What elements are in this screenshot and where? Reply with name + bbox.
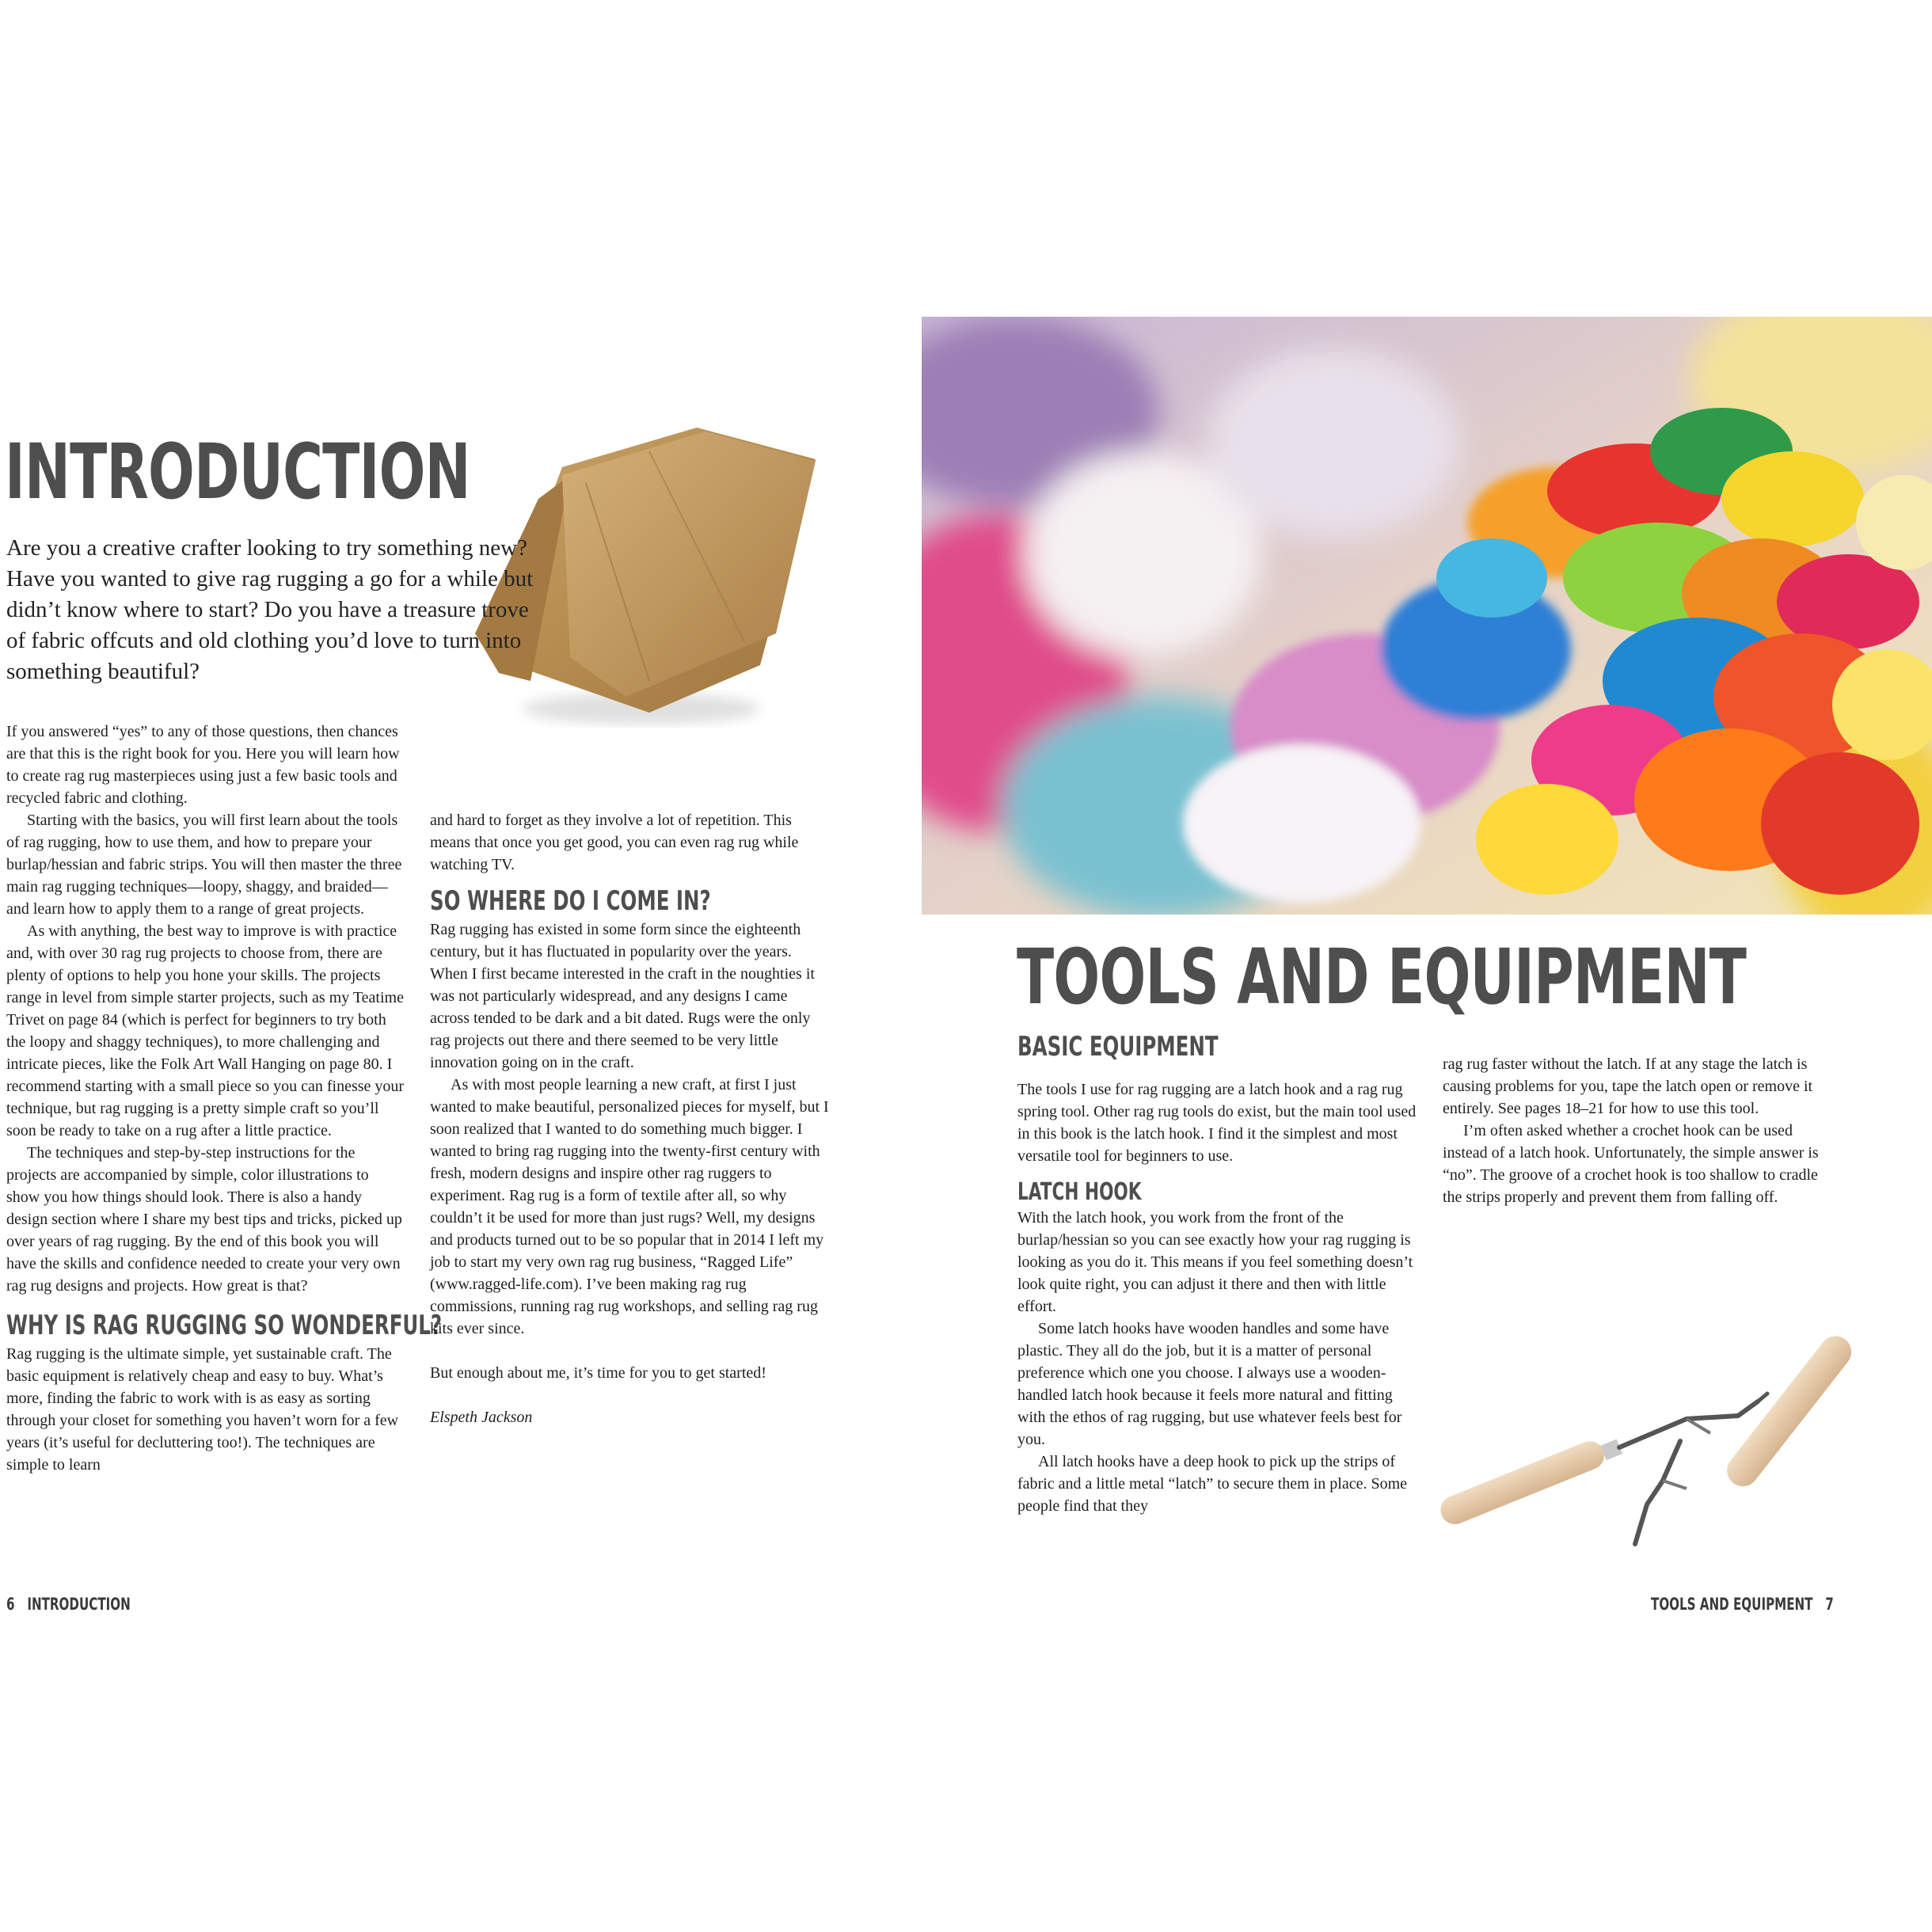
- basic-equipment-heading: BASIC EQUIPMENT: [1017, 1031, 1219, 1063]
- intro-column-1: [6, 721, 443, 1476]
- running-head: TOOLS AND EQUIPMENT: [1651, 1595, 1813, 1614]
- running-head: INTRODUCTION: [27, 1595, 131, 1614]
- where-paragraph: Rag rugging has existed in some form since the eighteenth century, but it has fluctuated in popularity over the years. When I first became interested in the craft in the noughties it was not particularly widespread, and any designs I came across tended to be dark and a bit dated. Rugs were the only rag projects out there and there seemed to be very little innovation going on in the craft.: [430, 921, 815, 1071]
- right-footer: [1651, 1595, 1834, 1614]
- where-paragraph: As with most people learning a new craft, at first I just wanted to make beautiful, personalized pieces for myself, but I soon realized that I wanted to do something much bigger. I wanted to bring rag rugging into the twenty-first century with fresh, modern designs and inspire other rag ruggers to experiment. Rag rug is a form of textile after all, so why couldn’t it be used for more than just rugs? Well, my designs and products turned out to be so popular that in 2014 I left my job to start my very own rag rug business, “Ragged Life” (www.ragged-life.com). I’ve been making rag rug commissions, running rag rug workshops, and selling rag rug kits ever since.: [430, 1076, 829, 1337]
- page-number: 6: [6, 1595, 15, 1614]
- latch-hook-heading: LATCH HOOK: [1017, 1178, 1142, 1206]
- intro-lead-text: Are you a creative crafter looking to try something new? Have you wanted to give rag rugging a go for a while but didn’t know where to start? Do you have a treasure trove of fabric offcuts and old clothing you’d love to turn into something beautiful?: [6, 535, 534, 684]
- intro-paragraph: The techniques and step-by-step instructions for the projects are accompanied by simple, color illustrations to show you how things should look. There is also a handy design section where I share my best tips and tricks, picked up over years of rag rugging. By the end of this book you will have the skills and confidence needed to create your very own rag rug designs and projects. How great is that?: [6, 1144, 402, 1295]
- intro-paragraph: Starting with the basics, you will first learn about the tools of rag rugging, how to use them, and how to prepare your burlap/hessian and fabric strips. You will then master the three main rag rugging techniques—loopy, shaggy, and braided—and learn how to apply them to a range of great projects.: [6, 812, 402, 918]
- why-paragraph: Rag rugging is the ultimate simple, yet sustainable craft. The basic equipment is relatively cheap and easy to buy. What’s more, finding the fabric to work with is as easy as sorting through your closet for something you haven’t worn for a few years (it’s useful for decluttering too!). The techniques are simple to learn: [6, 1345, 399, 1474]
- tools-paragraph: I’m often asked whether a crochet hook can be used instead of a latch hook. Unfortunately, the simple answer is “no”. The groove of a crochet hook is too shallow to cradle the strips properly and prevent them from falling off.: [1443, 1122, 1819, 1206]
- left-footer: [6, 1595, 131, 1614]
- rag-rug-photo: [922, 317, 1932, 915]
- tools-column-1: [1017, 1031, 1418, 1517]
- latch-paragraph: All latch hooks have a deep hook to pick up the strips of fabric and a little metal “latch” to secure them in place. Some people find that they: [1017, 1453, 1408, 1515]
- intro-paragraph: As with anything, the best way to improve is with practice and, with over 30 rag rug projects to choose from, there are plenty of options to help you hone your skills. The projects range in level from simple starter projects, such as my Teatime Trivet on page 84 (which is perfect for beginners to try both the loopy and shaggy techniques), to more challenging and intricate pieces, like the Folk Art Wall Hanging on page 80. I recommend starting with a small piece so you can finesse your technique, but rag rugging is a pretty simple craft so you’ll soon be ready to take on a rug after a little practice.: [6, 922, 405, 1139]
- latch-paragraph: Some latch hooks have wooden handles and some have plastic. They all do the job, but it is a matter of personal preference which one you choose. I always use a wooden-handled latch hook because it feels more natural and fitting with the ethos of rag rugging, but use whatever feels best for you.: [1017, 1320, 1402, 1448]
- closing-line: But enough about me, it’s time for you to get started!: [430, 1364, 766, 1382]
- why-heading: WHY IS RAG RUGGING SO WONDERFUL?: [6, 1310, 443, 1341]
- intro-paragraph: If you answered “yes” to any of those questions, then chances are that this is the right book for you. Here you will learn how to create rag rug masterpieces using just a few basic tools and recycled fabric and clothing.: [6, 723, 400, 807]
- tools-title: TOOLS AND EQUIPMENT: [1017, 933, 1747, 1021]
- where-heading: SO WHERE DO I COME IN?: [430, 885, 711, 917]
- latch-hooks-image: [1425, 1314, 1869, 1568]
- tools-paragraph: rag rug faster without the latch. If at any stage the latch is causing problems for you, tape the latch open or remove it entirely. See pages 18–21 for how to use this tool.: [1443, 1055, 1813, 1117]
- continued-paragraph: and hard to forget as they involve a lot of repetition. This means that once you get good, you can even rag rug while watching TV.: [430, 812, 799, 873]
- tools-column-2: [1443, 1053, 1839, 1208]
- intro-column-2: [430, 809, 830, 1428]
- page-number: 7: [1825, 1595, 1834, 1614]
- basic-paragraph: The tools I use for rag rugging are a latch hook and a rag rug spring tool. Other rag rug tools do exist, but the main tool used in this book is the latch hook. I find it the simplest and most versatile tool for beginners to use.: [1017, 1081, 1417, 1165]
- author-signature: Elspeth Jackson: [430, 1409, 533, 1426]
- introduction-title: INTRODUCTION: [5, 428, 470, 516]
- latch-paragraph: With the latch hook, you work from the front of the burlap/hessian so you can see exactly how your rag rugging is looking as you do it. This means if you feel something doesn’t look quite right, you can adjust it there and then with little effort.: [1017, 1209, 1413, 1315]
